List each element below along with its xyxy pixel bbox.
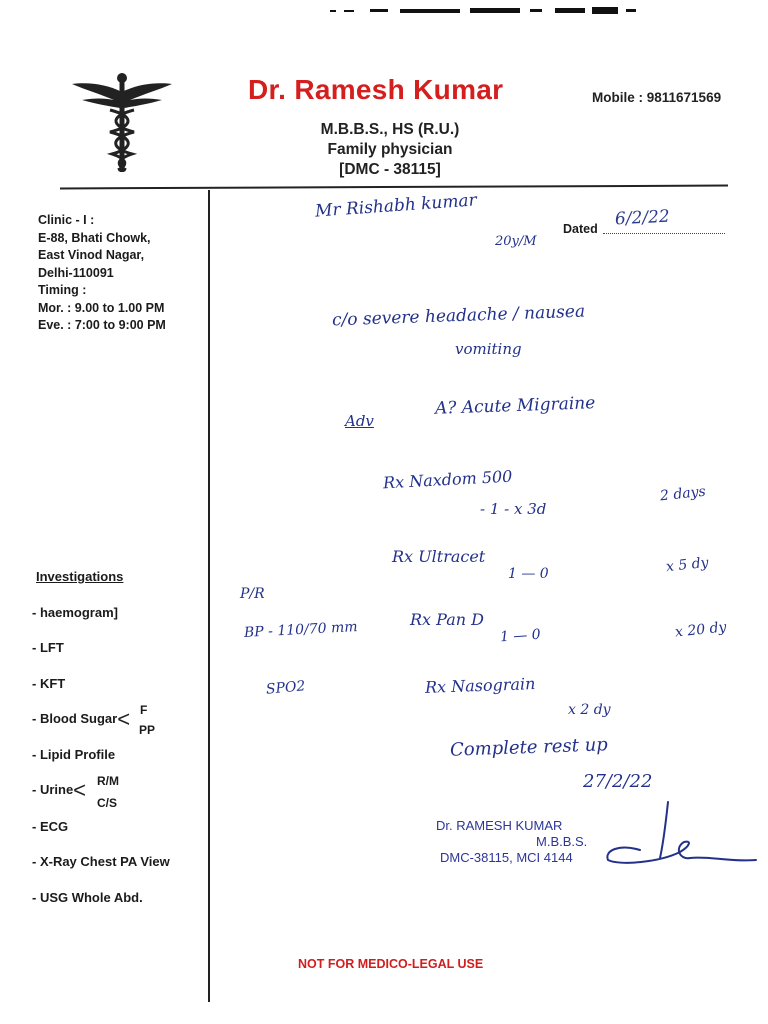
clinic-line: Eve. : 7:00 to 9:00 PM <box>38 318 166 332</box>
doctor-stamp <box>436 818 587 866</box>
complaint: c/o severe headache / nausea <box>331 301 586 331</box>
dated-label: Dated <box>563 222 598 236</box>
investigations-title: Investigations <box>36 569 124 584</box>
investigation-item: - LFT <box>32 640 64 655</box>
mobile-number: Mobile : 9811671569 <box>592 90 722 105</box>
blood-sugar-sub: PP <box>139 723 156 737</box>
investigation-item: - ECG <box>32 819 69 834</box>
patient-name: Mr Rishabh kumar <box>314 190 478 222</box>
rx-3-dose: 1 — 0 <box>499 626 542 646</box>
clinic-line: Mor. : 9.00 to 1.00 PM <box>38 300 165 315</box>
footer-note: NOT FOR MEDICO-LEGAL USE <box>298 957 484 971</box>
investigation-item: - haemogram] <box>32 605 118 620</box>
stamp-name: Dr. RAMESH KUMAR <box>436 818 563 833</box>
investigation-item: - USG Whole Abd. <box>32 890 143 905</box>
clinic-line: E-88, Bhati Chowk, <box>38 230 151 245</box>
rx-2: Rx Ultracet <box>392 547 486 566</box>
clinic-line: Timing : <box>38 283 87 297</box>
investigation-item: - Lipid Profile <box>32 747 116 762</box>
header-divider <box>60 185 728 190</box>
prescription-date: 6/2/22 <box>614 206 671 230</box>
designation: Family physician <box>327 141 453 158</box>
registration-number: [DMC - 38115] <box>339 161 441 178</box>
caduceus-icon <box>70 70 174 176</box>
advice-until: 27/2/22 <box>583 771 653 792</box>
investigation-item: - KFT <box>32 676 66 691</box>
rx-2-days: x 5 dy <box>665 554 710 576</box>
clinic-details <box>38 212 166 335</box>
investigation-item: - X-Ray Chest PA View <box>32 854 170 869</box>
credentials-block <box>280 120 500 180</box>
vitals-spo2: SPO2 <box>265 678 307 698</box>
clinic-line: Delhi-110091 <box>38 265 114 280</box>
patient-age: 20y/M <box>495 234 537 249</box>
vitals-bp: BP - 110/70 mm <box>243 619 358 641</box>
rx-1: Rx Naxdom 500 <box>382 466 513 493</box>
clinic-line: East Vinod Nagar, <box>38 248 145 262</box>
investigation-item-blood-sugar <box>32 706 131 732</box>
investigation-label: - Urine <box>32 782 74 797</box>
rx-1-days: 2 days <box>659 483 707 505</box>
rx-3-days: x 20 dy <box>674 619 728 641</box>
urine-sub: C/S <box>97 796 118 810</box>
investigation-label: - Blood Sugar <box>32 711 118 726</box>
brace-icon: < <box>117 706 131 732</box>
stamp-registration: DMC-38115, MCI 4144 <box>440 850 573 865</box>
rx-4-dose: x 2 dy <box>568 702 611 718</box>
doctor-name: Dr. Ramesh Kumar <box>248 74 504 105</box>
diagnosis-label: Adv <box>345 412 374 430</box>
brace-icon: < <box>73 777 87 803</box>
rx-1-dose: - 1 - x 3d <box>480 500 547 518</box>
diagnosis: A? Acute Migraine <box>434 393 596 419</box>
rx-2-dose: 1 — 0 <box>508 566 549 582</box>
blood-sugar-sub: F <box>140 703 148 717</box>
stamp-degree: M.B.B.S. <box>536 834 588 849</box>
dated-underline <box>603 233 725 234</box>
column-divider <box>208 190 210 1002</box>
urine-sub: R/M <box>97 774 119 788</box>
investigation-item-urine <box>32 777 87 803</box>
vitals-pulse: P/R <box>240 586 265 602</box>
qualification: M.B.B.S., HS (R.U.) <box>320 121 460 138</box>
scan-noise <box>330 4 650 18</box>
clinic-line: Clinic - I : <box>38 213 95 227</box>
rx-4: Rx Nasograin <box>424 674 536 697</box>
advice: Complete rest up <box>449 734 609 761</box>
rx-3: Rx Pan D <box>410 610 484 629</box>
signature-scribble <box>600 800 760 870</box>
complaint-cont: vomiting <box>455 340 522 358</box>
